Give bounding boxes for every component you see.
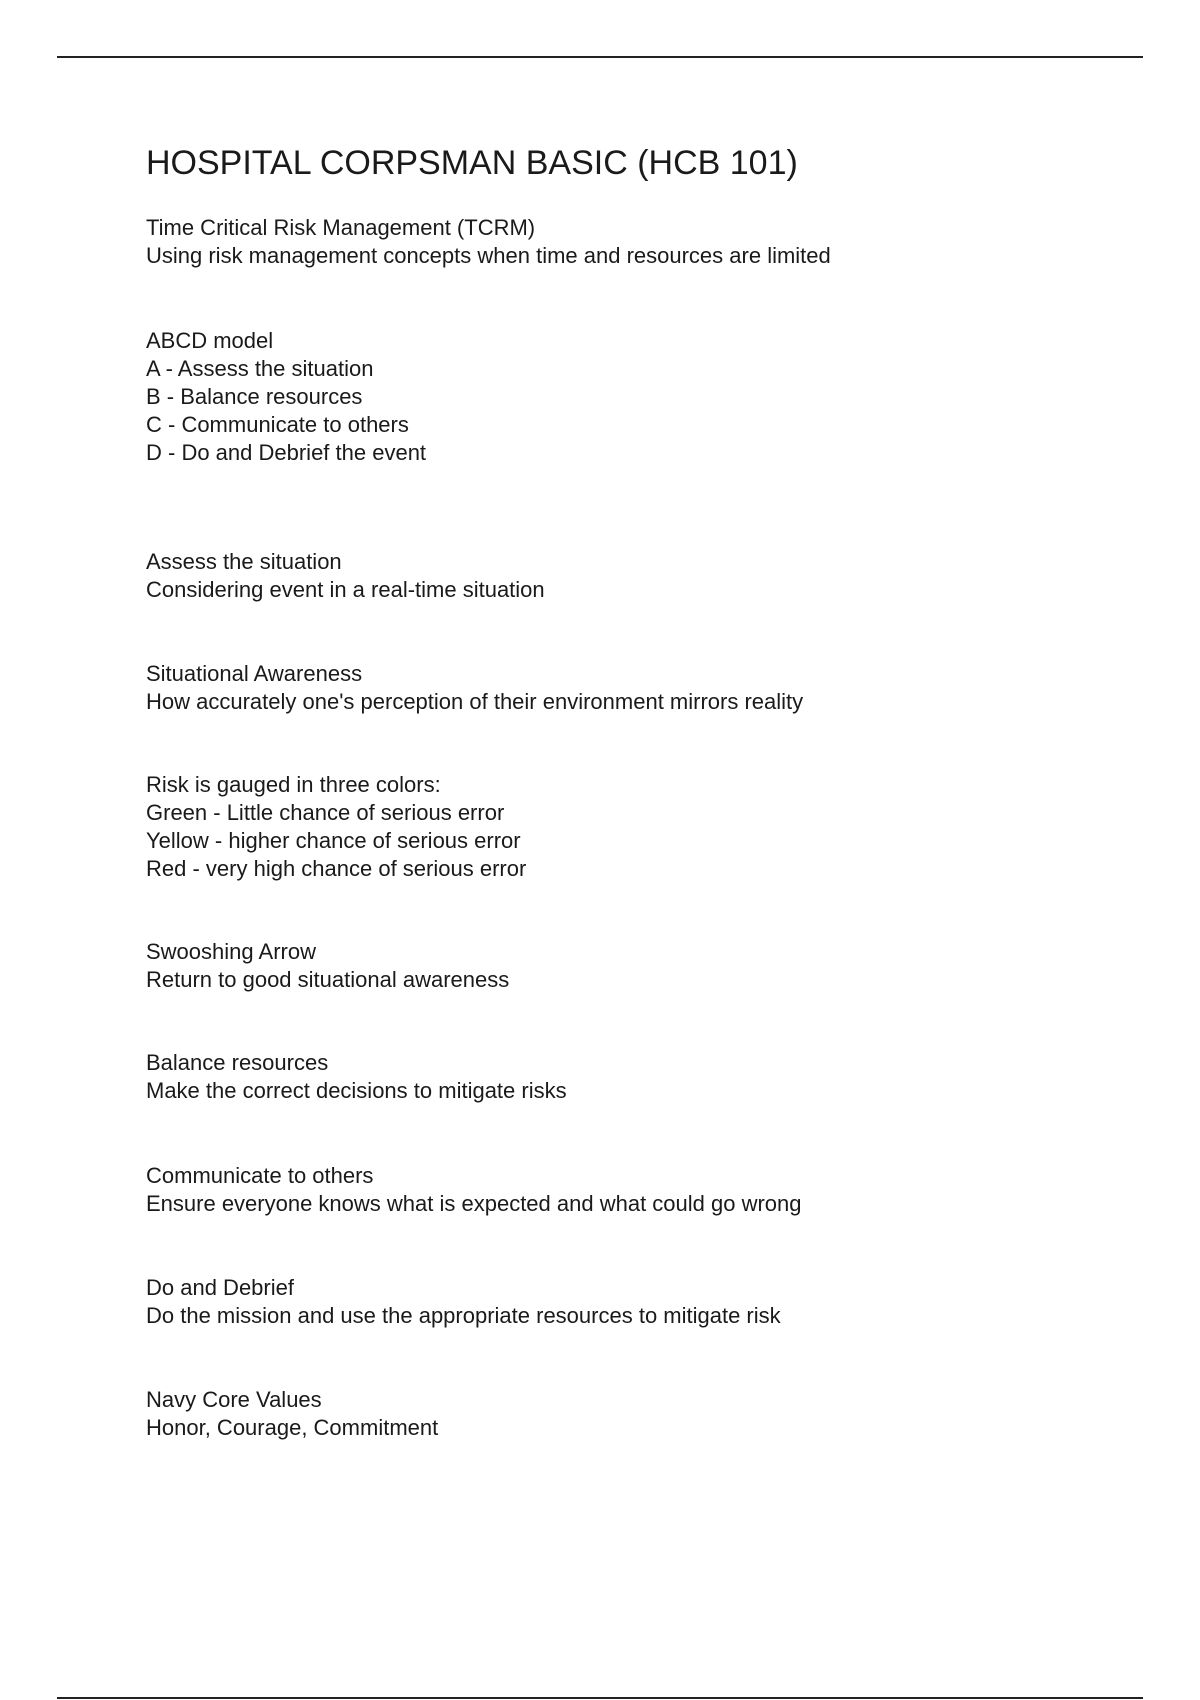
top-divider	[57, 56, 1143, 58]
card-term: Navy Core Values	[146, 1387, 322, 1412]
card-swooshing-arrow	[146, 938, 509, 994]
card-term: Balance resources	[146, 1050, 329, 1075]
card-risk-colors	[146, 771, 526, 883]
card-definition: D - Do and Debrief the event	[146, 440, 427, 465]
card-navy-core-values	[146, 1386, 438, 1442]
card-tcrm	[146, 214, 831, 270]
card-assess-situation	[146, 548, 545, 604]
card-term: Do and Debrief	[146, 1275, 294, 1300]
card-definition: Yellow - higher chance of serious error	[146, 828, 521, 853]
card-term: Situational Awareness	[146, 661, 363, 686]
card-term: Risk is gauged in three colors:	[146, 772, 441, 797]
page-title: HOSPITAL CORPSMAN BASIC (HCB 101)	[146, 144, 798, 182]
card-definition: Green - Little chance of serious error	[146, 800, 505, 825]
card-definition: Do the mission and use the appropriate resources to mitigate risk	[146, 1303, 781, 1328]
card-definition: A - Assess the situation	[146, 356, 374, 381]
card-definition: Red - very high chance of serious error	[146, 856, 527, 881]
card-term: ABCD model	[146, 328, 274, 353]
card-definition: Return to good situational awareness	[146, 967, 510, 992]
card-definition: Make the correct decisions to mitigate risks	[146, 1078, 567, 1103]
card-definition: Considering event in a real-time situation	[146, 577, 545, 602]
card-term: Swooshing Arrow	[146, 939, 316, 964]
card-definition: Ensure everyone knows what is expected and what could go wrong	[146, 1191, 802, 1216]
card-term: Assess the situation	[146, 549, 342, 574]
bottom-divider	[57, 1697, 1143, 1699]
card-definition: B - Balance resources	[146, 384, 363, 409]
card-situational-awareness	[146, 660, 803, 716]
card-definition: C - Communicate to others	[146, 412, 409, 437]
card-definition: How accurately one's perception of their environment mirrors reality	[146, 689, 804, 714]
card-term: Time Critical Risk Management (TCRM)	[146, 215, 536, 240]
card-definition: Honor, Courage, Commitment	[146, 1415, 439, 1440]
card-abcd-model	[146, 327, 426, 467]
card-balance-resources	[146, 1049, 567, 1105]
card-term: Communicate to others	[146, 1163, 374, 1188]
card-definition: Using risk management concepts when time and resources are limited	[146, 243, 831, 268]
card-do-and-debrief	[146, 1274, 781, 1330]
card-communicate-others	[146, 1162, 802, 1218]
